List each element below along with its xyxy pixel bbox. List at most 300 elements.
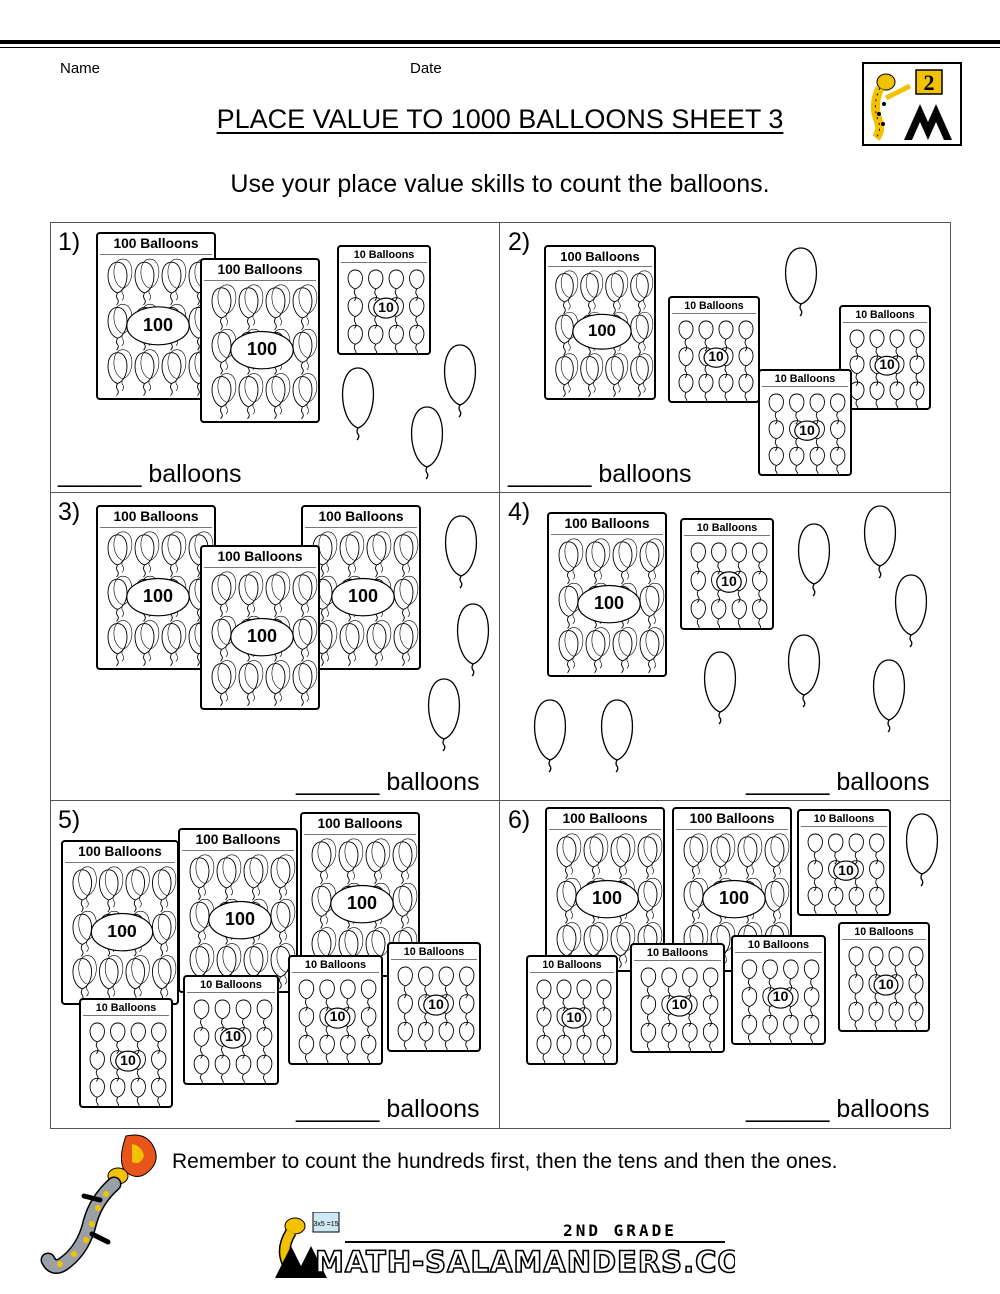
single-balloon	[777, 246, 825, 322]
balloon-string	[568, 616, 570, 628]
balloon-string	[600, 567, 602, 579]
balloon-outline	[141, 259, 159, 288]
balloon-string	[140, 895, 142, 907]
balloon-string	[895, 993, 897, 1005]
balloon-outline	[272, 661, 290, 690]
balloon-outline	[865, 506, 896, 566]
balloon-outline	[460, 967, 474, 986]
balloon-outline	[869, 947, 883, 966]
balloon-outline	[910, 330, 924, 348]
ten-balloons-card	[630, 943, 725, 1053]
balloon-string	[569, 298, 571, 310]
balloon-outline	[784, 1015, 799, 1034]
balloon-outline	[389, 270, 403, 289]
card-value: 10	[878, 976, 894, 992]
card-value: 10	[120, 1052, 136, 1069]
balloon-outline	[829, 834, 843, 852]
card-value: 100	[593, 593, 625, 614]
balloon-string	[614, 385, 616, 397]
balloon-outline	[212, 288, 231, 318]
card-label-separator	[65, 862, 175, 863]
balloon-string	[166, 895, 168, 907]
balloon-string	[221, 318, 223, 330]
balloon-string	[689, 1042, 691, 1053]
balloon-outline	[909, 1002, 923, 1021]
ten-balloons-card	[797, 809, 891, 916]
logo-site: MATH-SALAMANDERS.COM	[315, 1245, 735, 1278]
balloon-string	[837, 439, 839, 451]
balloon-string	[796, 465, 798, 476]
balloon-outline	[584, 926, 603, 956]
card-label-separator	[801, 826, 887, 827]
balloon-string	[322, 609, 324, 621]
card-label-separator	[204, 280, 316, 281]
single-balloon	[856, 504, 904, 584]
balloon-string	[322, 654, 324, 666]
card-value: 10	[428, 996, 444, 1013]
balloon-string	[231, 883, 233, 895]
balloon-string	[573, 656, 575, 668]
balloon-string	[280, 600, 282, 612]
balloon-string	[616, 760, 618, 772]
balloon-string	[620, 956, 622, 968]
balloon-outline	[561, 271, 578, 298]
balloon-outline	[400, 532, 418, 561]
balloon-outline	[212, 664, 231, 694]
balloon-string	[149, 379, 151, 391]
card-label: 10 Balloons	[304, 959, 367, 971]
ten-balloons-card	[387, 942, 481, 1052]
balloon-string	[876, 879, 878, 891]
single-balloon	[593, 698, 641, 778]
balloon-outline	[340, 624, 359, 654]
balloon-outline	[345, 839, 363, 868]
balloon-outline	[239, 664, 258, 694]
balloon-outline	[849, 1002, 863, 1021]
balloon-string	[855, 879, 857, 891]
balloon-outline	[577, 980, 591, 999]
balloon-string	[614, 302, 616, 314]
balloon-string	[87, 895, 89, 907]
balloon-outline	[393, 842, 412, 872]
balloon-outline	[790, 394, 804, 412]
balloon-string	[627, 567, 629, 579]
balloon-outline	[597, 1035, 611, 1054]
card-label-separator	[549, 829, 661, 830]
balloon-outline	[559, 631, 578, 661]
balloon-outline	[586, 542, 605, 572]
balloon-string	[253, 888, 255, 900]
card-label: 10 Balloons	[353, 249, 415, 261]
card-value: 100	[246, 626, 278, 647]
single-balloon	[437, 514, 485, 594]
card-label: 10 Balloons	[684, 300, 744, 312]
balloon-string	[583, 1054, 585, 1065]
grid-divider-row-1	[50, 492, 951, 493]
balloon-string	[375, 872, 377, 884]
balloon-outline	[339, 842, 358, 872]
balloon-string	[745, 366, 747, 378]
balloon-outline	[646, 539, 664, 568]
balloon-outline	[890, 330, 904, 348]
balloon-outline	[786, 248, 817, 304]
balloon-string	[221, 407, 223, 419]
balloon-string	[395, 344, 397, 355]
balloon-outline	[79, 867, 97, 896]
balloon-string	[594, 381, 596, 393]
balloon-outline	[272, 374, 290, 403]
balloon-outline	[343, 368, 374, 428]
balloon-outline	[683, 1023, 698, 1042]
balloon-string	[403, 565, 405, 577]
balloon-string	[226, 313, 228, 325]
balloon-string	[896, 374, 898, 386]
balloon-outline	[581, 274, 599, 302]
balloon-string	[368, 1054, 370, 1065]
balloon-outline	[389, 325, 403, 344]
balloon-outline	[299, 572, 317, 601]
balloon-outline	[168, 532, 186, 561]
balloon-outline	[111, 1023, 125, 1042]
balloon-string	[347, 1054, 349, 1065]
balloon-outline	[348, 270, 362, 289]
balloon-outline	[611, 837, 630, 867]
balloon-outline	[73, 959, 92, 989]
balloon-outline	[272, 572, 290, 601]
balloon-outline	[244, 947, 263, 977]
balloon-outline	[410, 325, 424, 344]
balloon-outline	[810, 394, 824, 412]
balloon-string	[693, 911, 695, 923]
balloon-string	[445, 1041, 447, 1052]
balloon-outline	[99, 870, 118, 900]
card-label: 100 Balloons	[113, 236, 199, 251]
balloon-outline	[158, 956, 176, 985]
balloon-string	[280, 932, 282, 944]
balloon-outline	[346, 532, 364, 561]
balloon-outline	[849, 834, 863, 852]
card-label: 100 Balloons	[78, 844, 162, 859]
card-value: 100	[346, 893, 378, 914]
balloon-string	[171, 565, 173, 577]
balloon-outline	[590, 834, 608, 863]
balloon-outline	[535, 700, 566, 760]
balloon-outline	[563, 923, 581, 952]
balloon-outline	[367, 624, 386, 654]
balloon-outline	[114, 621, 132, 650]
card-value: 10	[799, 421, 815, 438]
balloon-string	[402, 872, 404, 884]
single-balloon	[420, 677, 468, 757]
answer-line[interactable]: ______ balloons	[296, 768, 480, 796]
question-number: 2)	[508, 228, 531, 256]
balloon-outline	[662, 968, 677, 987]
balloon-outline	[896, 575, 927, 635]
balloon-string	[747, 867, 749, 879]
balloon-string	[652, 862, 654, 874]
balloon-string	[280, 313, 282, 325]
card-label-separator	[187, 992, 275, 993]
balloon-outline	[592, 628, 610, 657]
card-label: 100 Balloons	[562, 811, 648, 826]
balloon-string	[81, 900, 83, 912]
balloon-string	[759, 619, 761, 630]
balloon-string	[117, 609, 119, 621]
balloon-outline	[613, 631, 632, 661]
balloon-outline	[739, 321, 753, 339]
balloon-outline	[244, 858, 263, 888]
balloon-outline	[293, 377, 312, 407]
balloon-outline	[271, 858, 290, 888]
balloon-string	[876, 400, 878, 410]
balloon-string	[305, 1026, 307, 1038]
balloon-string	[275, 407, 277, 419]
balloon-string	[171, 293, 173, 305]
balloon-outline	[99, 959, 118, 989]
balloon-string	[915, 993, 917, 1005]
balloon-outline	[217, 947, 236, 977]
card-value: 10	[879, 357, 895, 373]
balloon-string	[149, 560, 151, 572]
answer-line[interactable]: ______ balloons	[508, 460, 692, 488]
balloon-outline	[105, 867, 123, 896]
balloon-outline	[619, 539, 637, 568]
balloon-outline	[212, 575, 231, 605]
single-balloon	[865, 658, 913, 738]
balloon-outline	[765, 837, 784, 867]
balloon-string	[759, 591, 761, 603]
balloon-string	[564, 343, 566, 355]
balloon-outline	[320, 1035, 335, 1054]
balloon-string	[222, 1046, 224, 1058]
balloon-string	[221, 694, 223, 706]
balloon-outline	[196, 855, 214, 884]
card-value: 10	[671, 997, 688, 1014]
balloon-string	[600, 656, 602, 668]
balloon-string	[425, 1041, 427, 1052]
balloon-outline	[419, 967, 433, 986]
balloon-outline	[683, 968, 698, 987]
balloon-outline	[141, 350, 159, 379]
balloon-outline	[640, 631, 659, 661]
balloon-string	[280, 977, 282, 989]
balloon-string	[158, 1097, 160, 1108]
balloon-string	[625, 951, 627, 963]
single-balloon	[790, 522, 838, 602]
card-label: 10 Balloons	[200, 979, 262, 991]
balloon-outline	[90, 1078, 104, 1097]
grid-divider-vertical	[499, 222, 500, 1129]
balloon-string	[176, 379, 178, 391]
card-label-separator	[530, 972, 614, 973]
balloon-outline	[135, 353, 154, 384]
balloon-outline	[272, 285, 290, 314]
balloon-outline	[869, 1002, 883, 1021]
balloon-string	[748, 1006, 750, 1018]
balloon-string	[654, 567, 656, 579]
balloon-string	[796, 439, 798, 451]
balloon-string	[302, 649, 304, 661]
balloon-string	[226, 689, 228, 701]
balloon-string	[275, 605, 277, 617]
balloon-string	[639, 343, 641, 355]
balloon-outline	[218, 374, 236, 403]
balloon-outline	[711, 837, 730, 867]
balloon-string	[117, 1097, 119, 1108]
balloon-string	[280, 689, 282, 701]
balloon-string	[895, 1021, 897, 1032]
balloon-string	[307, 600, 309, 612]
balloon-string	[253, 313, 255, 325]
balloon-string	[775, 465, 777, 476]
balloon-string	[416, 316, 418, 328]
answer-line[interactable]: ______ balloons	[58, 460, 242, 488]
balloon-outline	[398, 967, 412, 986]
balloon-string	[348, 872, 350, 884]
balloon-outline	[340, 535, 359, 565]
balloon-string	[137, 1097, 139, 1108]
balloon-string	[619, 381, 621, 393]
answer-line[interactable]: ______ balloons	[746, 1095, 930, 1123]
balloon-string	[622, 661, 624, 673]
balloon-string	[408, 649, 410, 661]
card-label: 100 Balloons	[689, 811, 775, 826]
balloon-outline	[212, 377, 231, 407]
ten-balloons-card	[839, 305, 931, 410]
balloon-string	[140, 984, 142, 996]
balloon-string	[117, 293, 119, 305]
card-label: 10 Balloons	[747, 939, 810, 951]
grade-badge-number: 2	[923, 70, 935, 95]
balloon-outline	[131, 1023, 145, 1042]
single-balloon	[696, 650, 744, 730]
balloon-string	[302, 694, 304, 706]
answer-line[interactable]: ______ balloons	[746, 768, 930, 796]
name-label: Name	[60, 60, 101, 77]
balloon-outline	[789, 635, 820, 695]
balloon-outline	[320, 980, 335, 999]
balloon-string	[221, 605, 223, 617]
ten-balloons-card	[758, 369, 852, 476]
balloon-string	[201, 1074, 203, 1085]
balloon-string	[603, 1054, 605, 1065]
balloon-string	[425, 1013, 427, 1025]
balloon-outline	[719, 321, 733, 339]
balloon-string	[117, 1069, 119, 1081]
ten-balloons-card	[288, 955, 383, 1065]
balloon-outline	[769, 394, 783, 412]
balloon-outline	[613, 542, 632, 572]
balloon-outline	[712, 600, 726, 619]
card-label-separator	[292, 972, 379, 973]
balloon-string	[835, 905, 837, 916]
balloon-outline	[592, 539, 610, 568]
balloon-string	[222, 1074, 224, 1085]
balloon-string	[803, 695, 805, 707]
balloon-string	[814, 905, 816, 916]
balloon-string	[855, 905, 857, 916]
hundred-balloons-card	[547, 512, 667, 677]
balloon-string	[353, 867, 355, 879]
balloon-outline	[341, 980, 356, 999]
balloon-outline	[631, 274, 649, 302]
single-balloon	[887, 573, 935, 653]
balloon-outline	[458, 604, 489, 664]
balloon-string	[563, 1054, 565, 1065]
answer-line[interactable]: ______ balloons	[296, 1095, 480, 1123]
balloon-outline	[245, 374, 263, 403]
balloon-string	[176, 649, 178, 661]
balloon-outline	[223, 944, 241, 973]
card-label-separator	[391, 959, 477, 960]
balloon-string	[144, 384, 146, 396]
worksheet-title: PLACE VALUE TO 1000 BALLOONS SHEET 3	[216, 104, 784, 134]
question-number: 5)	[58, 806, 81, 834]
balloon-string	[790, 1034, 792, 1045]
balloon-string	[264, 1074, 266, 1085]
balloon-outline	[239, 288, 258, 318]
balloon-outline	[217, 858, 236, 888]
balloon-outline	[239, 377, 258, 407]
balloon-string	[149, 288, 151, 300]
question-number: 1)	[58, 228, 81, 256]
balloon-string	[875, 993, 877, 1005]
balloon-string	[253, 600, 255, 612]
balloon-string	[176, 288, 178, 300]
balloon-outline	[738, 837, 757, 867]
card-value: 10	[224, 1029, 241, 1046]
balloon-string	[625, 862, 627, 874]
balloon-outline	[293, 288, 312, 318]
balloon-string	[108, 900, 110, 912]
card-label: 100 Balloons	[195, 832, 281, 847]
balloon-string	[568, 661, 570, 673]
ten-balloons-card	[183, 975, 279, 1085]
card-label: 100 Balloons	[564, 516, 650, 531]
balloon-outline	[135, 262, 154, 293]
balloon-outline	[586, 631, 605, 661]
balloon-string	[280, 402, 282, 414]
balloon-string	[376, 565, 378, 577]
balloon-string	[774, 867, 776, 879]
card-label-separator	[676, 829, 788, 830]
balloon-string	[171, 654, 173, 666]
balloon-string	[275, 318, 277, 330]
balloon-string	[368, 1026, 370, 1038]
logo-sign: 3x5 =15	[313, 1221, 339, 1228]
balloon-string	[814, 879, 816, 891]
balloon-string	[622, 572, 624, 584]
instructions: Use your place value skills to count the balloons.	[230, 170, 770, 198]
balloon-string	[738, 619, 740, 630]
balloon-string	[855, 1021, 857, 1032]
card-label: 10 Balloons	[813, 813, 875, 825]
balloon-outline	[763, 1015, 778, 1034]
balloon-outline	[108, 262, 127, 293]
balloon-string	[811, 1006, 813, 1018]
card-value: 100	[142, 314, 174, 335]
balloon-outline	[90, 1023, 104, 1042]
balloon-string	[134, 900, 136, 912]
balloon-outline	[691, 543, 705, 562]
balloon-string	[594, 298, 596, 310]
balloon-outline	[636, 271, 653, 298]
balloon-outline	[299, 1035, 314, 1054]
balloon-string	[668, 1042, 670, 1053]
balloon-string	[769, 1034, 771, 1045]
balloon-outline	[557, 980, 571, 999]
balloon-outline	[299, 980, 314, 999]
